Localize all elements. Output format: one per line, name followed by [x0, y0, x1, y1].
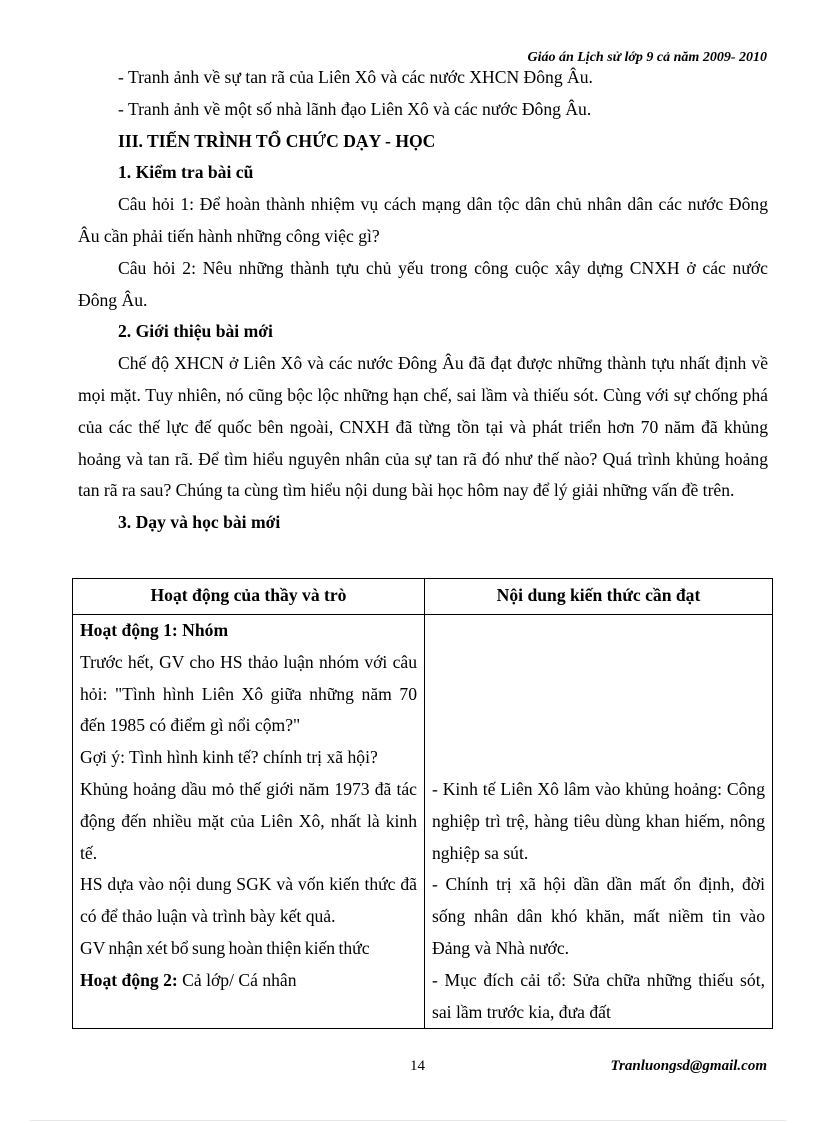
activity-1-task: HS dựa vào nội dung SGK và vốn kiến thức đã có để thảo luận và trình bày kết quả.	[80, 874, 417, 927]
table-row	[73, 615, 773, 1029]
activity-1-question: Trước hết, GV cho HS thảo luận nhóm với câu hỏi: "Tình hình Liên Xô giữa những năm 70 đến 1985 có điểm gì nổi cộm?"	[80, 651, 417, 736]
activity-1-context: Khủng hoảng dầu mỏ thế giới năm 1973 đã tác động đến nhiều mặt của Liên Xô, nhất là kinh tế.	[80, 778, 417, 863]
activity-2-mode: Cả lớp/ Cá nhân	[177, 969, 297, 990]
header-knowledge-content: Nội dung kiến thức cần đạt	[425, 579, 773, 615]
footer-email: Tranluongsd@gmail.com	[610, 1058, 767, 1074]
question-2: Câu hỏi 2: Nêu những thành tựu chủ yếu trong công cuộc xây dựng CNXH ở các nước Đông Âu.	[78, 257, 768, 310]
document-body	[78, 62, 768, 539]
activity-1-title: Hoạt động 1: Nhóm	[80, 620, 229, 640]
knowledge-cell	[425, 615, 773, 1029]
running-header: Giáo án Lịch sử lớp 9 cả năm 2009- 2010	[527, 50, 767, 65]
subheading-introduction: 2. Giới thiệu bài mới	[118, 321, 273, 342]
subheading-review: 1. Kiểm tra bài cũ	[118, 162, 254, 183]
lesson-table	[72, 578, 773, 1029]
activity-1-conclusion: GV nhận xét bổ sung hoàn thiện kiến thức	[80, 937, 370, 958]
page-bottom-divider	[30, 1120, 786, 1121]
subheading-new-lesson: 3. Dạy và học bài mới	[118, 512, 281, 533]
materials-line-1: - Tranh ảnh về sự tan rã của Liên Xô và các nước XHCN Đông Âu.	[118, 67, 593, 87]
knowledge-point-politics: - Chính trị xã hội dần dần mất ổn định, đời sống nhân dân khó khăn, mất niềm tin vào Đảng và Nhà nước.	[432, 874, 765, 958]
activity-2-label: Hoạt động 2:	[80, 969, 178, 990]
knowledge-point-reform: - Mục đích cải tổ: Sửa chữa những thiếu sót, sai lầm trước kia, đưa đất	[432, 969, 765, 1022]
knowledge-spacer	[432, 615, 765, 774]
activity-1-hint: Gợi ý: Tình hình kinh tế? chính trị xã hội?	[80, 747, 378, 768]
activity-2-title	[80, 965, 417, 997]
materials-line-2: - Tranh ảnh về một số nhà lãnh đạo Liên Xô và các nước Đông Âu.	[118, 98, 592, 119]
activities-cell	[73, 615, 425, 1029]
table-header-row	[73, 579, 773, 615]
knowledge-point-economy: - Kinh tế Liên Xô lâm vào khủng hoảng: Công nghiệp trì trệ, hàng tiêu dùng khan hiếm, nông nghiệp sa sút.	[432, 779, 765, 863]
section-heading: III. TIẾN TRÌNH TỔ CHỨC DẠY - HỌC	[118, 130, 436, 151]
question-1: Câu hỏi 1: Để hoàn thành nhiệm vụ cách mạng dân tộc dân chủ nhân dân các nước Đông Âu cần phải tiến hành những công việc gì?	[78, 194, 768, 246]
header-teacher-student-activities: Hoạt động của thầy và trò	[73, 579, 425, 615]
introduction-paragraph: Chế độ XHCN ở Liên Xô và các nước Đông Âu đã đạt được những thành tựu nhất định về mọi mặt. Tuy nhiên, nó cũng bộc lộc những hạn chế, sai lầm và thiếu sót. Cùng với sự chống phá của các thế lực đế quốc bên ngoài, CNXH đã từng tồn tại và phát triển hơn 70 năm đã khủng hoảng và tan rã. Để tìm hiểu nguyên nhân của sự tan rã đó như thế nào? Quá trình khủng hoảng tan rã ra sau? Chúng ta cùng tìm hiểu nội dung bài học hôm nay để lý giải những vấn đề trên.	[78, 353, 768, 501]
page-number: 14	[410, 1058, 425, 1074]
